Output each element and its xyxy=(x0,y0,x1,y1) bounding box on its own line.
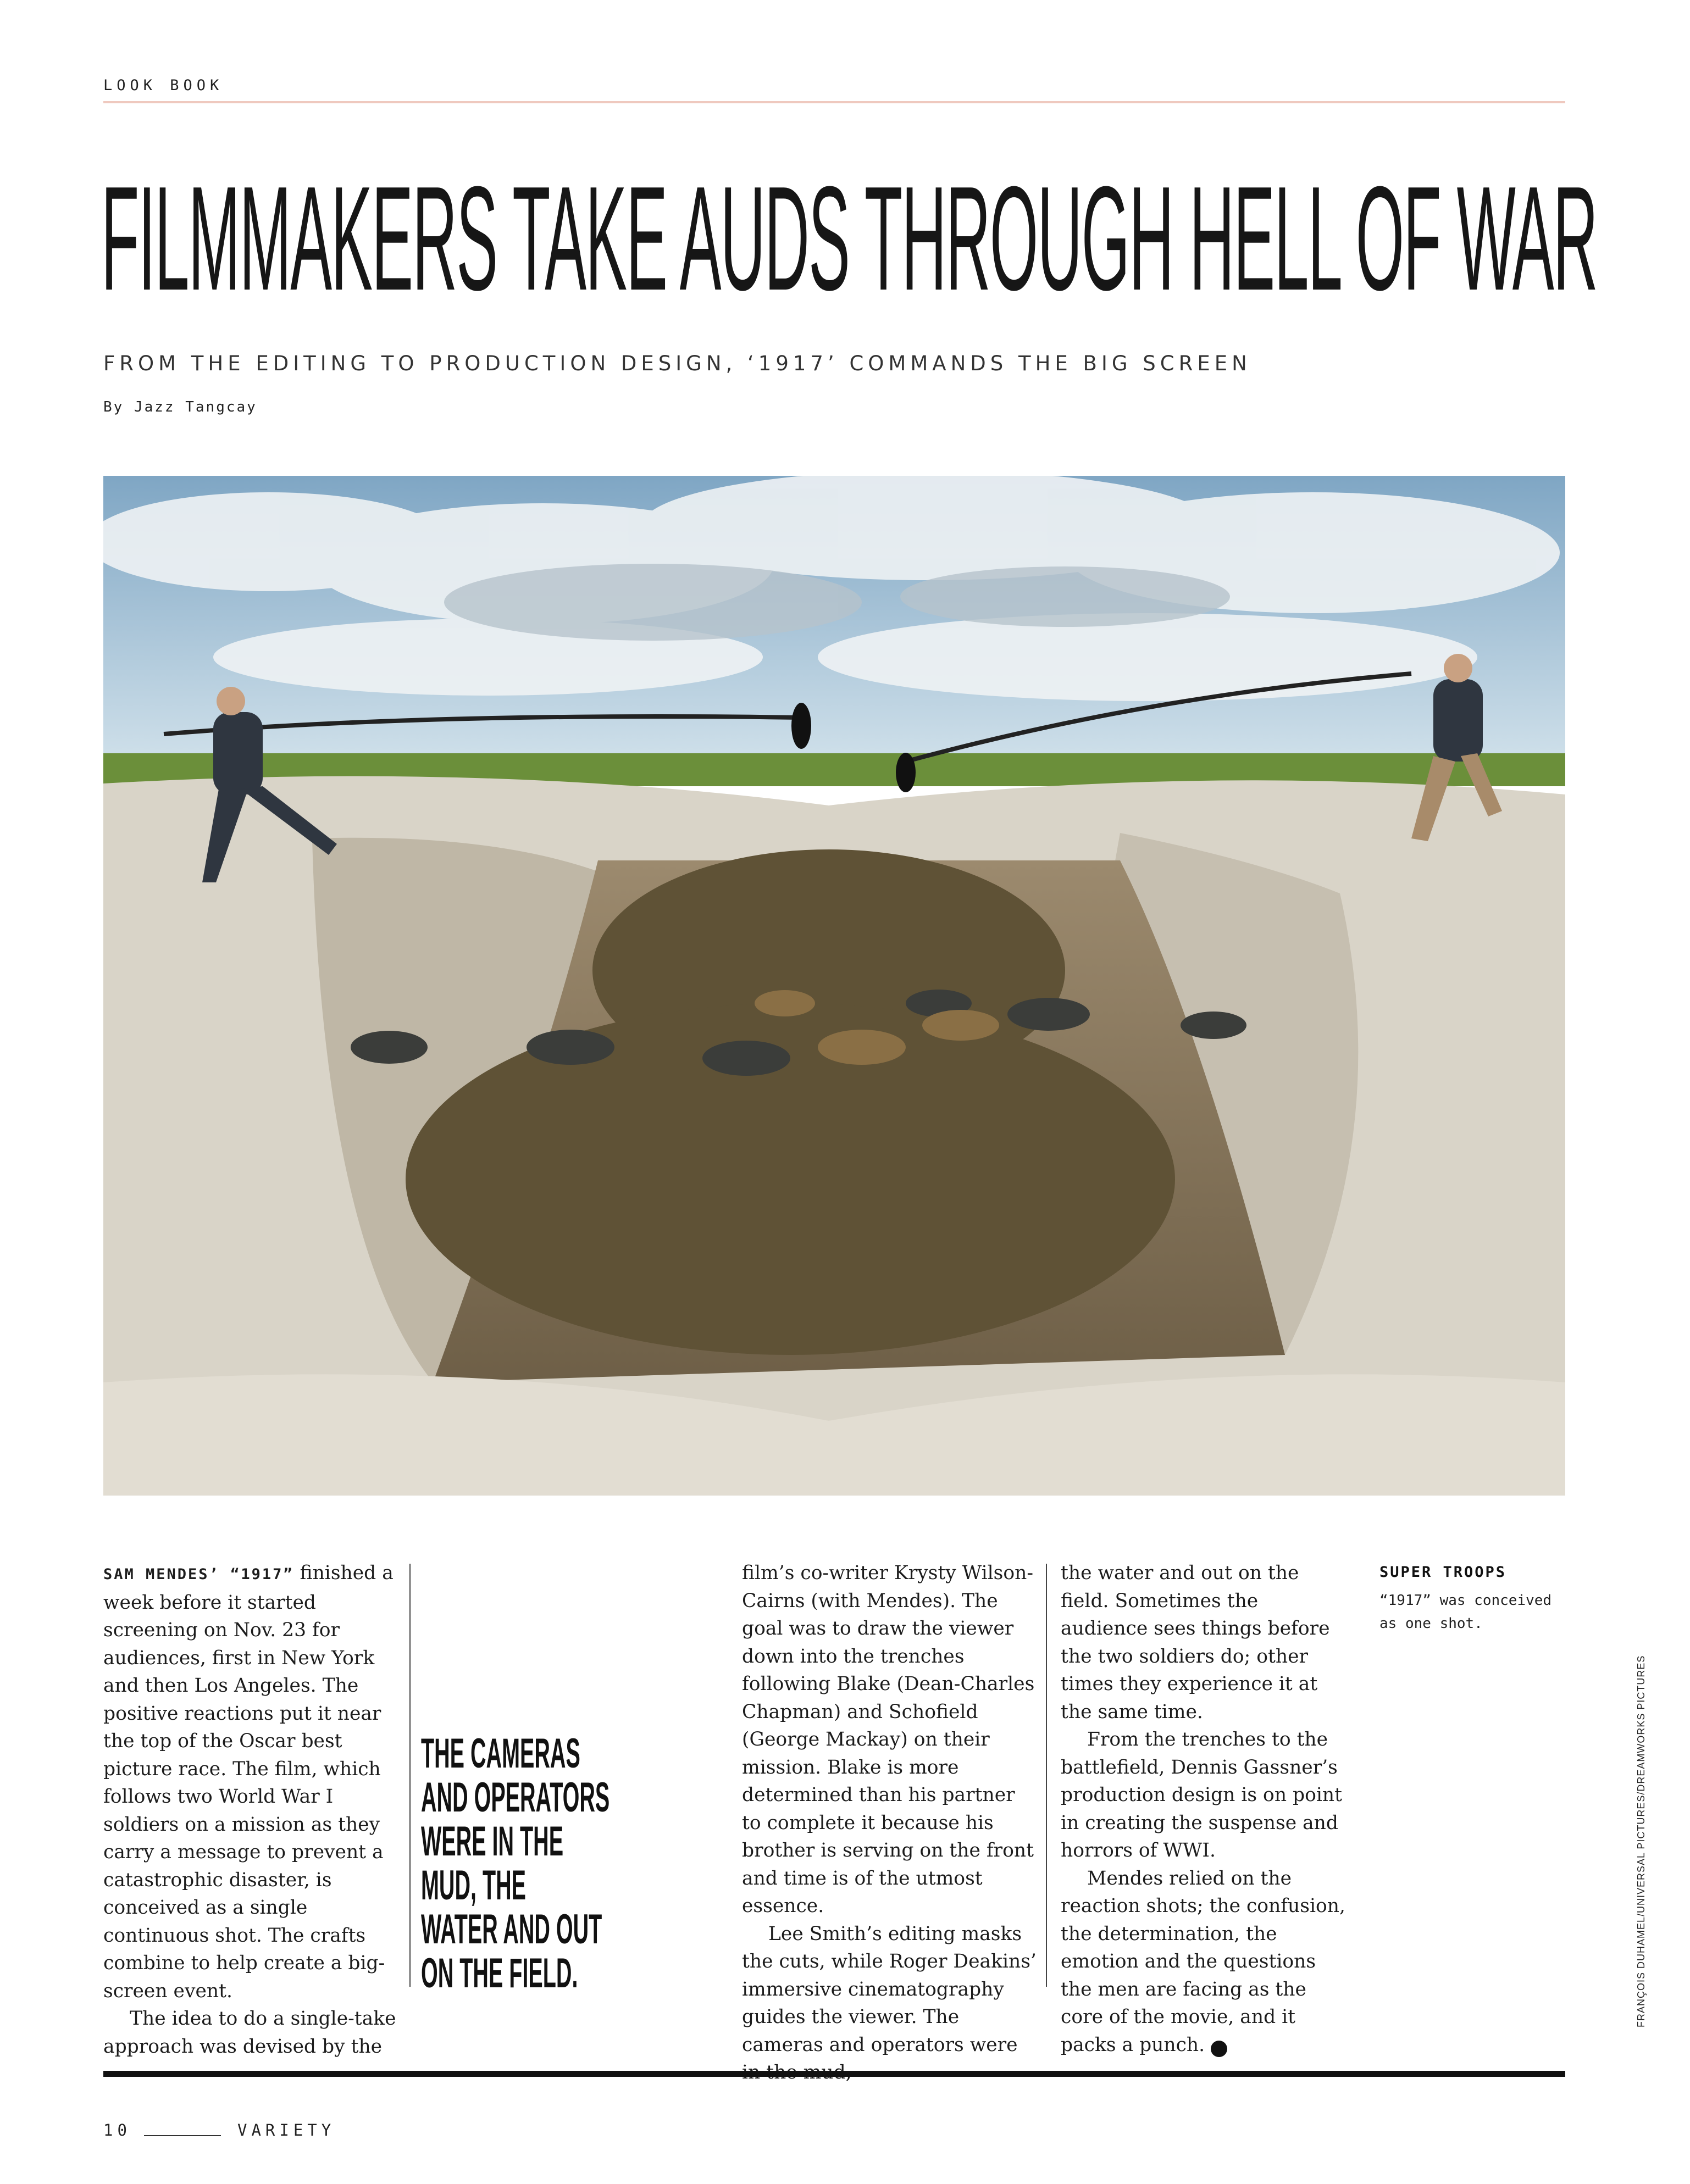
magazine-name: VARIETY xyxy=(237,2121,336,2139)
col4-paragraph-1: the water and out on the field. Sometimes the audience sees things before the two soldiers do; other times they experience it at the same time. xyxy=(1061,1562,1330,1723)
pull-quote-line: WATER AND OUT xyxy=(421,1906,602,1953)
pull-quote-line: THE CAMERAS xyxy=(421,1730,580,1777)
pull-quote-line: WERE IN THE xyxy=(421,1818,564,1865)
byline xyxy=(103,399,257,415)
variety-end-icon: V xyxy=(1211,2041,1227,2057)
col3-paragraph-2: Lee Smith’s editing masks the cuts, while Roger Deakins’ immersive cinematography guides the viewer. The cameras and operators were xyxy=(742,1922,1037,2056)
col1-text-1: finished a week before it started screening on Nov. 23 for audiences, first in New York and then Los Angeles. The positive reactions put it near the top of the Oscar best picture race. The film, which follows two World War I soldiers on a mission as they carry a message to prevent a catastrophic disaster, is conceived as a single continuous shot. The crafts combine to help create a big-screen event. xyxy=(103,1562,394,2002)
byline-author: Jazz Tangcay xyxy=(134,399,257,415)
lede: SAM MENDES’ “1917” xyxy=(103,1566,294,1583)
section-label: LOOK BOOK xyxy=(103,77,224,94)
lead-photo xyxy=(103,476,1565,1496)
column-divider-1 xyxy=(409,1564,411,1987)
byline-prefix: By xyxy=(103,399,124,415)
headline: FILMMAKERS TAKE AUDS THROUGH HELL OF WAR xyxy=(101,156,1598,321)
sidebar-caption: “1917” was conceived as one shot. xyxy=(1379,1592,1552,1632)
pull-quote xyxy=(421,1732,729,1996)
col3-paragraph-1: film’s co-writer Krysty Wilson-Cairns (with Mendes). The goal was to draw the viewer down into the trenches following Blake (Dean-Charles Chapman) and Schofield (George Mackay) on their mission. Blake is more determined than his partner to complete it because his brother is serving on the front and time is of the utmost essence. xyxy=(742,1562,1035,1917)
sidebar-title: SUPER TROOPS xyxy=(1379,1564,1507,1581)
col1-paragraph-2: The idea to do a single-take approach was devised by the xyxy=(103,2008,396,2058)
pull-quote-line: ON THE FIELD. xyxy=(421,1950,578,1997)
col1-paragraph-1 xyxy=(103,1559,400,2005)
bottom-rule xyxy=(103,2071,1565,2077)
dek: FROM THE EDITING TO PRODUCTION DESIGN, ‘1917’ COMMANDS THE BIG SCREEN xyxy=(103,352,1251,375)
col4-paragraph-2: From the trenches to the battlefield, Dennis Gassner’s production design is on point in creating the suspense and horrors of WWI. xyxy=(1061,1729,1342,1861)
body-column-3 xyxy=(742,1559,1039,2087)
column-divider-2 xyxy=(1046,1564,1047,1987)
body-column-1 xyxy=(103,1559,400,2060)
pull-quote-line: AND OPERATORS xyxy=(421,1774,610,1821)
top-rule xyxy=(103,101,1565,103)
page-number: 10 xyxy=(103,2121,131,2139)
col4-text-3: Mendes relied on the reaction shots; the confusion, the determination, the emotion and the questions the men are facing as the core of the movie, and it packs a punch. xyxy=(1061,1867,1345,2056)
pull-quote-line: MUD, THE xyxy=(421,1862,527,1909)
photo-credit: FRANÇOIS DUHAMEL/UNIVERSAL PICTURES/DREAMWORKS PICTURES xyxy=(1636,1655,1647,2027)
body-column-4 xyxy=(1061,1559,1347,2059)
folio-line xyxy=(144,2135,221,2136)
col4-paragraph-3 xyxy=(1061,1865,1347,2059)
